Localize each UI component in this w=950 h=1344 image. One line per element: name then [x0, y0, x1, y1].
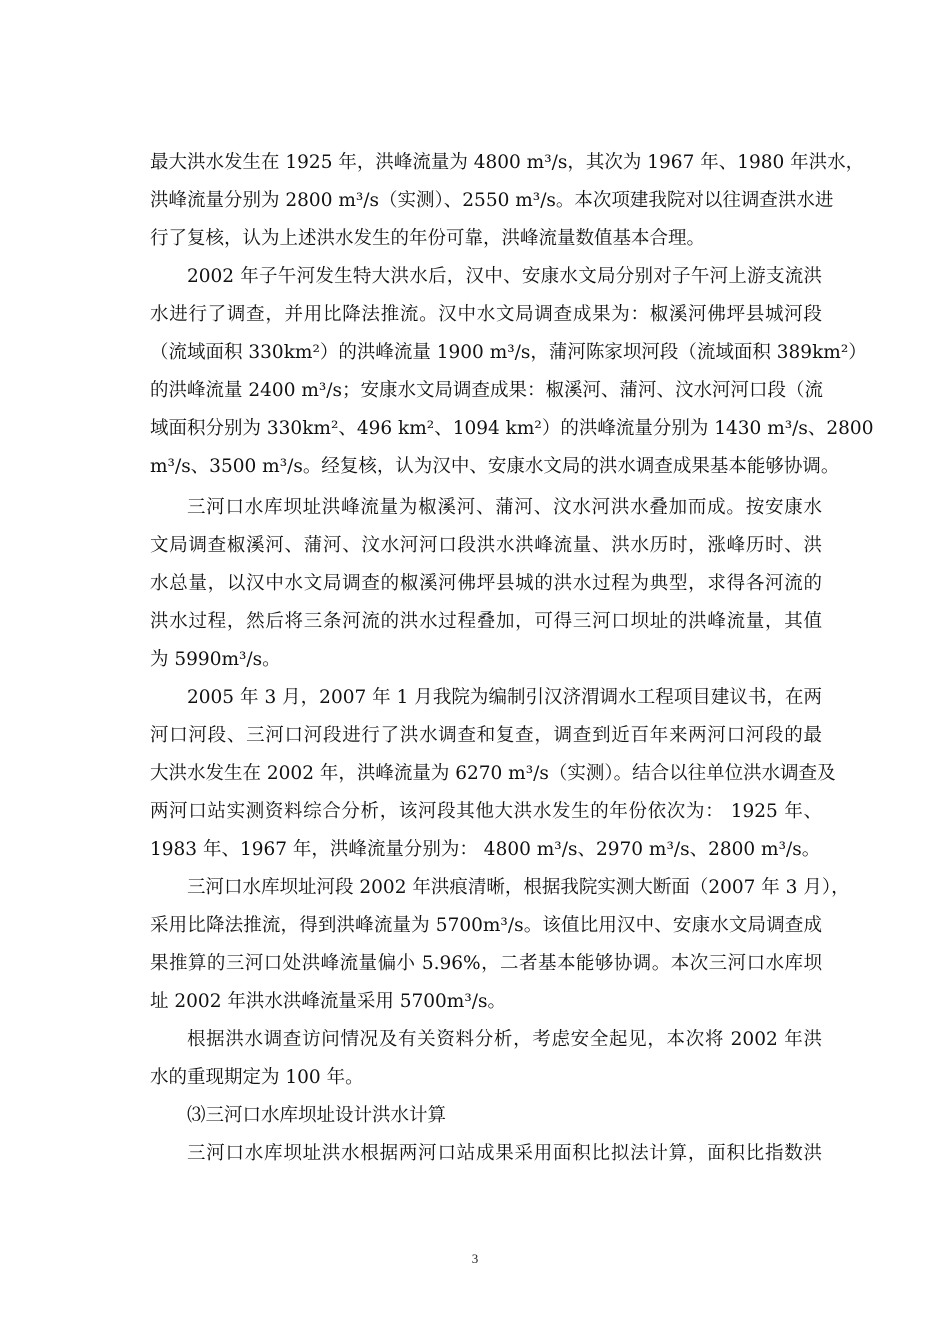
text-line: 洪水过程，然后将三条河流的洪水过程叠加，可得三河口坝址的洪峰流量，其值	[150, 611, 822, 632]
text-line: 址 2002 年洪水洪峰流量采用 5700m³/s。	[150, 991, 506, 1012]
text-line: 洪峰流量分别为 2800 m³/s（实测）、2550 m³/s。本次项建我院对以往调查洪水进	[150, 190, 834, 211]
text-line: 三河口水库坝址洪水根据两河口站成果采用面积比拟法计算，面积比指数洪	[187, 1143, 822, 1164]
page-number: 3	[471, 1251, 479, 1266]
text-line: 文局调查椒溪河、蒲河、汶水河河口段洪水洪峰流量、洪水历时，涨峰历时、洪	[150, 535, 822, 556]
text-line: 最大洪水发生在 1925 年，洪峰流量为 4800 m³/s，其次为 1967 年、1980 年洪水，	[150, 152, 865, 173]
text-line: m³/s、3500 m³/s。经复核，认为汉中、安康水文局的洪水调查成果基本能够协调。	[150, 456, 840, 477]
text-line: 大洪水发生在 2002 年，洪峰流量为 6270 m³/s（实测）。结合以往单位洪水调查及	[150, 763, 836, 784]
text-line: 水的重现期定为 100 年。	[150, 1067, 364, 1088]
text-line: 的洪峰流量 2400 m³/s；安康水文局调查成果：椒溪河、蒲河、汶水河河口段（流	[150, 380, 824, 401]
text-line: 2002 年子午河发生特大洪水后，汉中、安康水文局分别对子午河上游支流洪	[187, 266, 822, 287]
text-line: 根据洪水调查访问情况及有关资料分析，考虑安全起见，本次将 2002 年洪	[187, 1029, 822, 1050]
text-line: 1983 年、1967 年，洪峰流量分别为： 4800 m³/s、2970 m³/s、2800 m³/s。	[150, 839, 821, 860]
text-line: 水总量，以汉中水文局调查的椒溪河佛坪县城的洪水过程为典型，求得各河流的	[150, 573, 822, 594]
text-line: （流域面积 330km²）的洪峰流量 1900 m³/s，蒲河陈家坝河段（流域面积 389km²）	[150, 342, 867, 363]
text-line: 域面积分别为 330km²、496 km²、1094 km²）的洪峰流量分别为 1430 m³/s、2800	[150, 418, 874, 439]
text-line: 为 5990m³/s。	[150, 649, 281, 670]
text-line: 果推算的三河口处洪峰流量偏小 5.96%，二者基本能够协调。本次三河口水库坝	[150, 953, 822, 974]
text-line: 2005 年 3 月，2007 年 1 月我院为编制引汉济渭调水工程项目建议书，在两	[187, 687, 822, 708]
section-heading: ⑶三河口水库坝址设计洪水计算	[187, 1105, 447, 1126]
text-line: 水进行了调查，并用比降法推流。汉中水文局调查成果为：椒溪河佛坪县城河段	[150, 304, 822, 325]
text-line: 三河口水库坝址河段 2002 年洪痕清晰，根据我院实测大断面（2007 年 3 月），	[187, 877, 850, 898]
text-line: 河口河段、三河口河段进行了洪水调查和复查，调查到近百年来两河口河段的最	[150, 725, 822, 746]
text-line: 三河口水库坝址洪峰流量为椒溪河、蒲河、汶水河洪水叠加而成。按安康水	[187, 497, 822, 518]
text-line: 行了复核，认为上述洪水发生的年份可靠，洪峰流量数值基本合理。	[150, 228, 706, 249]
text-line: 采用比降法推流，得到洪峰流量为 5700m³/s。该值比用汉中、安康水文局调查成	[150, 915, 822, 936]
text-line: 两河口站实测资料综合分析，该河段其他大洪水发生的年份依次为： 1925 年、	[150, 801, 822, 822]
